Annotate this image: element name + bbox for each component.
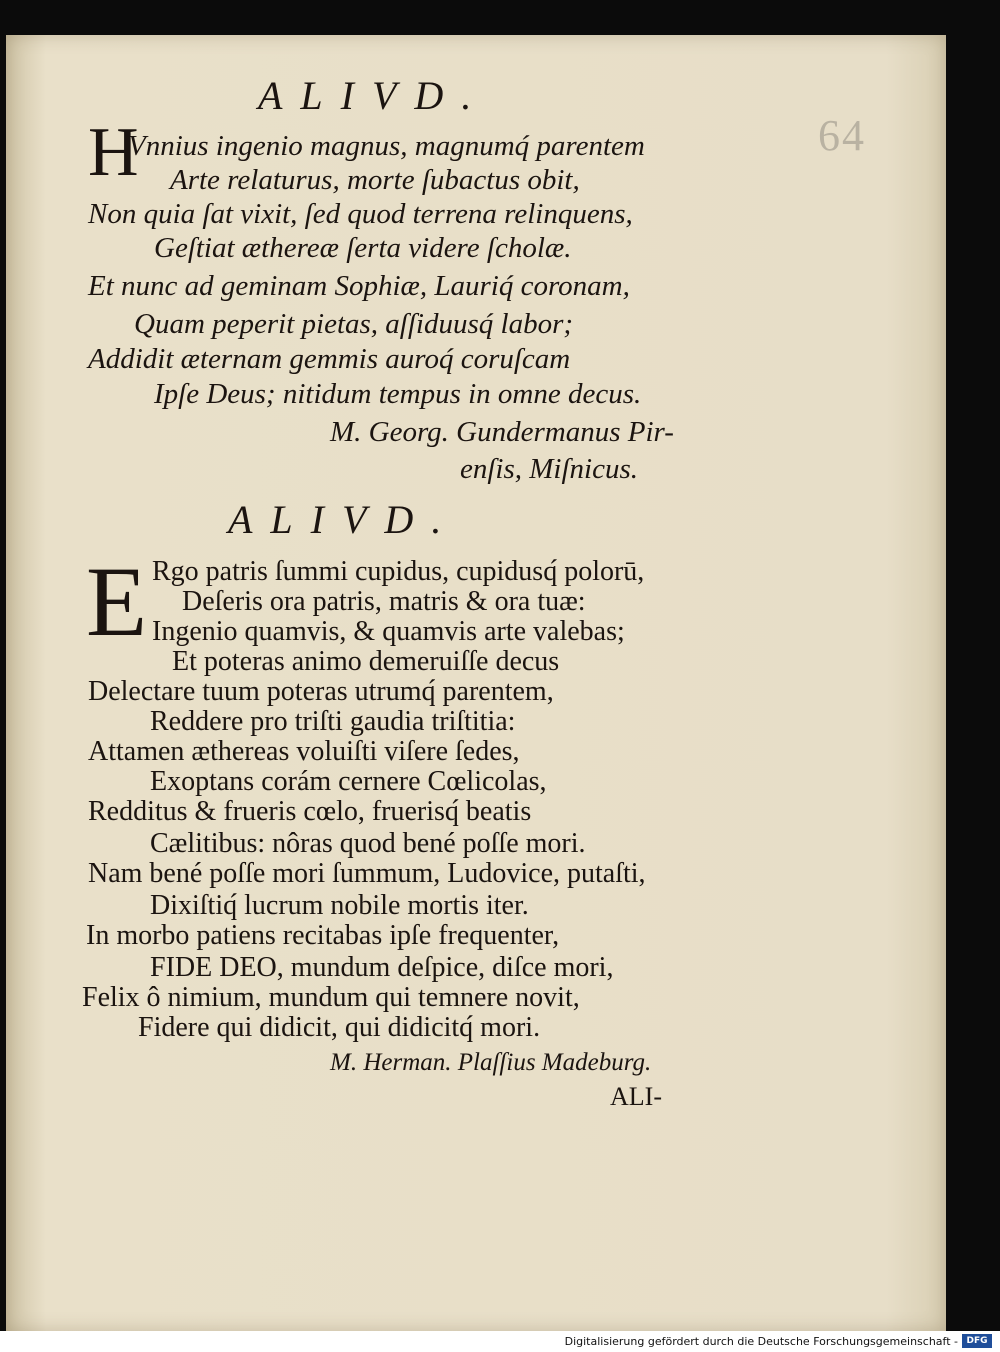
poem1-line: Ipſe Deus; nitidum tempus in omne decus.	[154, 378, 642, 410]
footer-bar	[0, 1331, 1000, 1352]
poem2-line: Dixiſtiq́ lucrum nobile mortis iter.	[150, 890, 529, 921]
poem2-line: Fidere qui didicit, qui didicitq́ mori.	[138, 1012, 541, 1043]
poem2-line: Exoptans corám cernere Cœlicolas,	[150, 766, 547, 797]
poem2-dropcap: E	[86, 546, 148, 657]
dfg-logo-icon[interactable]: DFG	[962, 1334, 992, 1348]
poem1-line: Addidit æternam gemmis auroq́ coruſcam	[88, 343, 571, 375]
poem1-author: enſis, Miſnicus.	[460, 453, 639, 485]
poem2-heading: ALIVD.	[228, 497, 460, 542]
poem1-line: Vnnius ingenio magnus, magnumq́ parentem	[128, 130, 645, 162]
poem2-line: FIDE DEO, mundum deſpice, diſce mori,	[150, 952, 614, 983]
poem2-line: Deſeris ora patris, matris & ora tuæ:	[182, 586, 586, 617]
folio-number: 64	[818, 111, 866, 160]
poem2-line: Rgo patris ſummi cupidus, cupidusq́ polorū,	[152, 556, 645, 587]
poem2-line: Cælitibus: nôras quod bené poſſe mori.	[150, 828, 586, 859]
poem2-author: M. Herman. Plaſſius Madeburg.	[330, 1049, 652, 1076]
poem2-line: Reddere pro triſti gaudia triſtitia:	[150, 706, 516, 737]
poem2-line: Nam bené poſſe mori ſummum, Ludovice, putaſti,	[88, 858, 646, 889]
poem1-line: Arte relaturus, morte ſubactus obit,	[170, 164, 580, 196]
poem1-author: M. Georg. Gundermanus Pir-	[330, 416, 674, 448]
poem2-line: Delectare tuum poteras utrumq́ parentem,	[88, 676, 554, 707]
poem1-line: Geſtiat æthereæ ſerta videre ſcholæ.	[154, 232, 572, 264]
poem1-heading: ALIVD.	[258, 73, 490, 118]
poem1-line: Et nunc ad geminam Sophiæ, Lauriq́ coronam,	[88, 270, 630, 302]
poem1-dropcap: H	[88, 114, 139, 191]
poem1-line: Non quia ſat vixit, ſed quod terrena relinquens,	[88, 198, 633, 230]
poem2-line: Redditus & frueris cœlo, fruerisq́ beatis	[88, 796, 532, 827]
footer-credit: Digitalisierung gefördert durch die Deutsche Forschungsgemeinschaft -	[564, 1335, 958, 1348]
poem2-line: Ingenio quamvis, & quamvis arte valebas;	[152, 616, 625, 647]
poem2-line: Et poteras animo demeruiſſe decus	[172, 646, 560, 677]
poem2-line: Felix ô nimium, mundum qui temnere novit,	[82, 982, 580, 1013]
poem2-line: In morbo patiens recitabas ipſe frequenter,	[86, 920, 560, 951]
poem2-line: Attamen æthereas voluiſti viſere ſedes,	[88, 736, 520, 767]
poem1-line: Quam peperit pietas, aſſiduusq́ labor;	[134, 308, 574, 340]
catchword: ALI-	[610, 1082, 662, 1111]
